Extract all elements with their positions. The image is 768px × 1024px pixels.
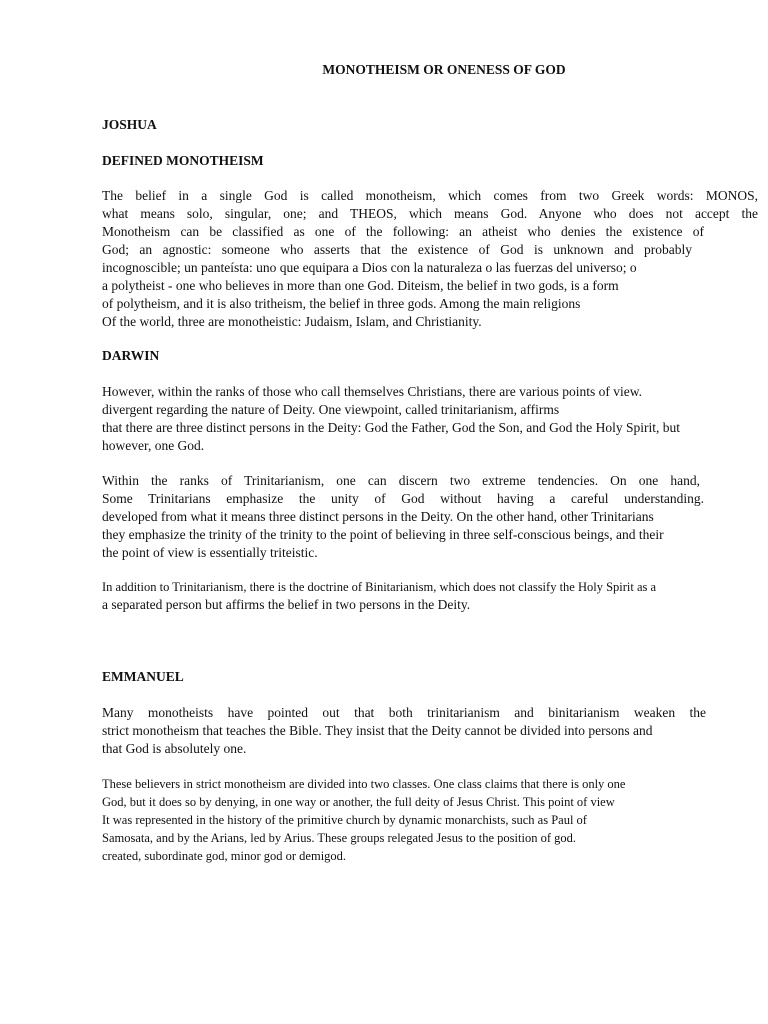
text-line: they emphasize the trinity of the trinity to the point of believing in three self-conscious beings, and their — [102, 527, 664, 542]
text-line: God, but it does so by denying, in one way or another, the full deity of Jesus Christ. This point of view — [102, 795, 615, 809]
text-line: Samosata, and by the Arians, led by Arius. These groups relegated Jesus to the position of god. — [102, 831, 576, 845]
text-line: a separated person but affirms the belief in two persons in the Deity. — [102, 597, 471, 612]
document-title: MONOTHEISM OR ONENESS OF GOD — [322, 62, 566, 77]
text-line: Many monotheists have pointed out that both trinitarianism and binitarianism weaken the — [102, 705, 706, 720]
text-line: developed from what it means three distinct persons in the Deity. On the other hand, other Trinitarians — [102, 509, 654, 524]
text-line: a polytheist - one who believes in more than one God. Diteism, the belief in two gods, is a form — [102, 278, 619, 293]
section-heading-joshua: JOSHUA — [102, 117, 157, 132]
text-line: of polytheism, and it is also tritheism, the belief in three gods. Among the main religions — [102, 296, 581, 311]
text-line: however, one God. — [102, 438, 205, 453]
text-line: The belief in a single God is called monotheism, which comes from two Greek words: MONOS, — [102, 188, 758, 203]
text-line: Within the ranks of Trinitarianism, one can discern two extreme tendencies. On one hand, — [102, 473, 700, 488]
text-line: divergent regarding the nature of Deity. One viewpoint, called trinitarianism, affirms — [102, 402, 560, 417]
paragraph-christian-views — [102, 383, 758, 455]
paragraph-trinitarian-tendencies — [102, 472, 758, 562]
section-heading-emmanuel: EMMANUEL — [102, 669, 184, 684]
text-line: Some Trinitarians emphasize the unity of God without having a careful understanding. — [102, 491, 704, 506]
text-line: created, subordinate god, minor god or demigod. — [102, 849, 347, 863]
text-line: It was represented in the history of the primitive church by dynamic monarchists, such as Paul of — [102, 813, 587, 827]
text-line: incognoscible; un panteísta: uno que equipara a Dios con la naturaleza o las fuerzas del universo; o — [102, 260, 637, 275]
text-line: that there are three distinct persons in the Deity: God the Father, God the Son, and God the Holy Spirit, but — [102, 420, 680, 435]
paragraph-binitarianism — [102, 578, 758, 614]
text-line: Monotheism can be classified as one of the following: an atheist who denies the existence of — [102, 224, 704, 239]
section-heading-darwin: DARWIN — [102, 348, 160, 363]
text-line: These believers in strict monotheism are divided into two classes. One class claims that there is only one — [102, 777, 626, 791]
paragraph-believer-classes — [102, 775, 758, 865]
paragraph-monotheism-definition — [102, 187, 758, 331]
section-heading-defined-monotheism: DEFINED MONOTHEISM — [102, 153, 264, 168]
text-line: that God is absolutely one. — [102, 741, 247, 756]
text-line: However, within the ranks of those who call themselves Christians, there are various points of view. — [102, 384, 642, 399]
text-line: God; an agnostic: someone who asserts that the existence of God is unknown and probably — [102, 242, 692, 257]
text-line: In addition to Trinitarianism, there is the doctrine of Binitarianism, which does not classify the Holy Spirit as a — [102, 580, 657, 594]
text-line: Of the world, three are monotheistic: Judaism, Islam, and Christianity. — [102, 314, 482, 329]
text-line: strict monotheism that teaches the Bible. They insist that the Deity cannot be divided into persons and — [102, 723, 653, 738]
text-line: what means solo, singular, one; and THEOS, which means God. Anyone who does not accept the — [102, 206, 758, 221]
text-line: the point of view is essentially triteistic. — [102, 545, 318, 560]
paragraph-strict-monotheism — [102, 704, 758, 758]
